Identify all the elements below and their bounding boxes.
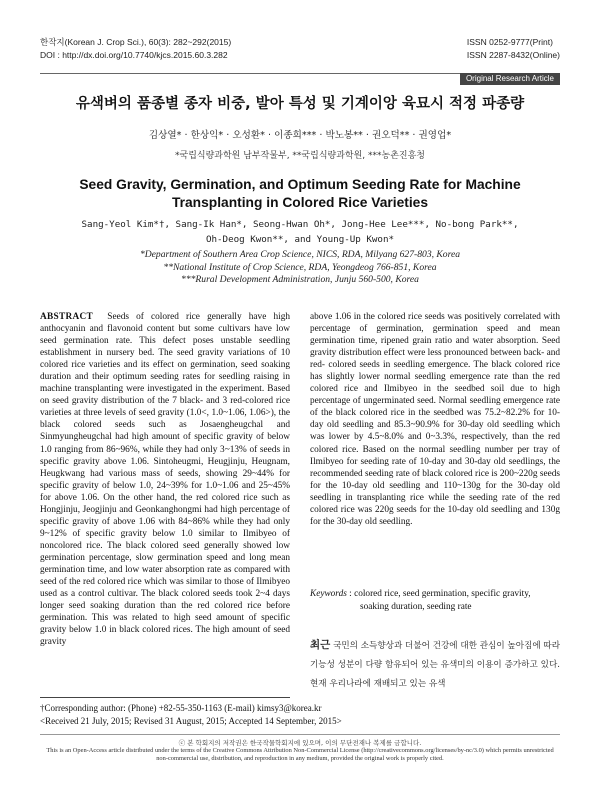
license-text: This is an Open-Access article distributed under the terms of the Creative Commons Attribution Non-Commercial License (http://creativecommons.org/licenses/by-nc/3.0) which permits unrestricted non-commercial use, distribution, and reproduction in any medium, provided the original work is properly cited. <box>46 747 554 762</box>
issn-online: ISSN 2287-8432(Online) <box>466 50 560 60</box>
introduction <box>310 636 560 694</box>
affiliation-2: **National Institute of Crop Science, RDA, Yeongdeog 766-851, Korea <box>163 261 437 273</box>
issn-block <box>467 36 560 62</box>
license-box <box>40 734 560 764</box>
abstract-right-column <box>310 311 560 528</box>
affiliations-english <box>60 249 540 287</box>
authors-korean: 김상열* · 한상익* · 오성환* · 이종희*** · 박노봉** · 권오덕** · 권영업* <box>148 130 452 141</box>
journal-header <box>40 36 231 62</box>
issn-print: ISSN 0252-9777(Print) <box>466 37 553 47</box>
affiliations-korean: *국립식량과학원 남부작물부, **국립식량과학원, ***농촌진흥청 <box>175 151 425 161</box>
abstract-text-right: above 1.06 in the colored rice seeds was positively correlated with percentage of germination, germination speed and mean germination time, ripened grain ratio and water absorption. Seed gravity distribution effect were less pronounced between back- and red- colored seeds in seedling emergence. The black colored rice has slightly lower normal seedling emergence rate than the red colored rice and Ilmibyeo in the seedbed soil due to high percentage of ungerminated seed. Normal seedling emergence rate of the black colored rice in the seedbed was 75.2~82.2% for 10-day old seedling and 85.3~90.9% for 30-day old seedling which was lower by 4.5~8.0% and 0~3.3%, respectively, than the red colored rice. Based on the normal seedling number per tray of Ilmibyeo for seeding rate of 10-day and 30-day old seedlings, the recommended seeding rate of black colored rice is 200~220g seeds for the 10-day old seedling and 110~130g for the 30-day old seedling in transplanting rice while the seeding rate of the red colored rice was 220g seeds for the 10-day old seedling and 130g for the 30-day old seedling. <box>310 312 560 527</box>
abstract-heading: ABSTRACT <box>40 312 94 322</box>
abstract-left-column <box>40 311 290 648</box>
footnote <box>40 702 560 728</box>
intro-text: 국민의 소득향상과 더불어 건강에 대한 관심이 높아짐에 따라 기능성 성분이 다량 함유되어 있는 유색미의 이용이 증가하고 있다. 현재 우리나라에 재배되고 있는 유색 <box>310 641 560 689</box>
authors-english <box>60 217 540 247</box>
intro-heading: 최근 <box>310 639 331 651</box>
affiliation-1: *Department of Southern Area Crop Science, NICS, RDA, Milyang 627-803, Korea <box>139 249 461 260</box>
footnote-rule <box>40 697 290 698</box>
title-english: Seed Gravity, Germination, and Optimum Seeding Rate for Machine Transplanting in Colored Rice Varieties <box>79 177 521 210</box>
keywords-line1: : colored rice, seed germination, specific gravity, <box>349 589 531 599</box>
abstract-text-left: Seeds of colored rice generally have high anthocyanin and flavonoid content but some cultivars have low seed germination rate. This defect poses unstable seedling establishment in nursery bed. The seed gravity variations of 10 colored rice varieties and its effect on germination, seed soaking duration and their optimum seeding rates for seedling raising in machine transplanting were investigated in the experiment. Based on seed gravity distribution of the 7 black- and 3 red-colored rice varieties at three levels of seed gravity (1.0<, 1.0~1.06, 1.06>), the black colored seeds such as Josaengheugchal and Sinmyungheugchal had high amount of specific gravity of below 1.0 ranging from 86~96%, while they had only 3~13% of seeds in specific gravity above 1.06. Sintoheugmi, Heugjinju, Heugnam, Heugkwang had various mass of seeds, showing 29~44% for specific gravity of below 1.0, 24~39% for 1.0~1.06 and 25~45% for above 1.06. On the other hand, the red colored rice such as Hongjinju, Jeogjinju and Geonkanghongmi had high percentage of specific gravity of above 1.06 with 84~86% while they had only 9~12% of specific gravity below 1.0 similar to Ilmibyeo of noncolored rice. The black colored seed generally showed low germination percentage, slow germination speed and long mean germination time, and low water absorption rate as compared with seed of the red colored rice which was similar to those of Ilmibyeo used as a control cultivar. The black colored seeds took 2~4 days longer seed soaking duration than the red colored rice before germination. This was related to high seed amount of specific gravity below 1.0 in black colored rices. The high amount of seed gravity <box>40 312 290 648</box>
doi-link[interactable]: DOI : http://dx.doi.org/10.7740/kjcs.2015.60.3.282 <box>40 50 228 60</box>
journal-citation: 한작지(Korean J. Crop Sci.), 60(3): 282~292(2015) <box>40 37 232 47</box>
corresponding-author: †Corresponding author: (Phone) +82-55-350-1163 (E-mail) kimsy3@korea.kr <box>40 703 322 713</box>
title-korean: 유색벼의 품종별 종자 비중, 발아 특성 및 기계이앙 육묘시 적정 파종량 <box>75 96 525 112</box>
keywords <box>310 588 560 613</box>
keywords-label: Keywords <box>310 589 347 599</box>
authors-english-line2: Oh-Deog Kwon**, and Young-Up Kwon* <box>205 234 395 245</box>
article-type-badge: Original Research Article <box>460 73 560 85</box>
received-dates: <Received 21 July, 2015; Revised 31 August, 2015; Accepted 14 September, 2015> <box>40 716 342 726</box>
affiliation-3: ***Rural Development Administration, Junju 560-500, Korea <box>181 274 419 285</box>
authors-english-line1: Sang-Yeol Kim*†, Sang-Ik Han*, Seong-Hwan Oh*, Jong-Hee Lee***, No-bong Park**, <box>81 219 519 230</box>
copyright-notice: ⓒ 본 학회지의 저작권은 한국작물학회지에 있으며, 이의 무단전재나 복제를 금합니다. <box>178 739 422 747</box>
keywords-line2: soaking duration, seeding rate <box>360 601 472 612</box>
